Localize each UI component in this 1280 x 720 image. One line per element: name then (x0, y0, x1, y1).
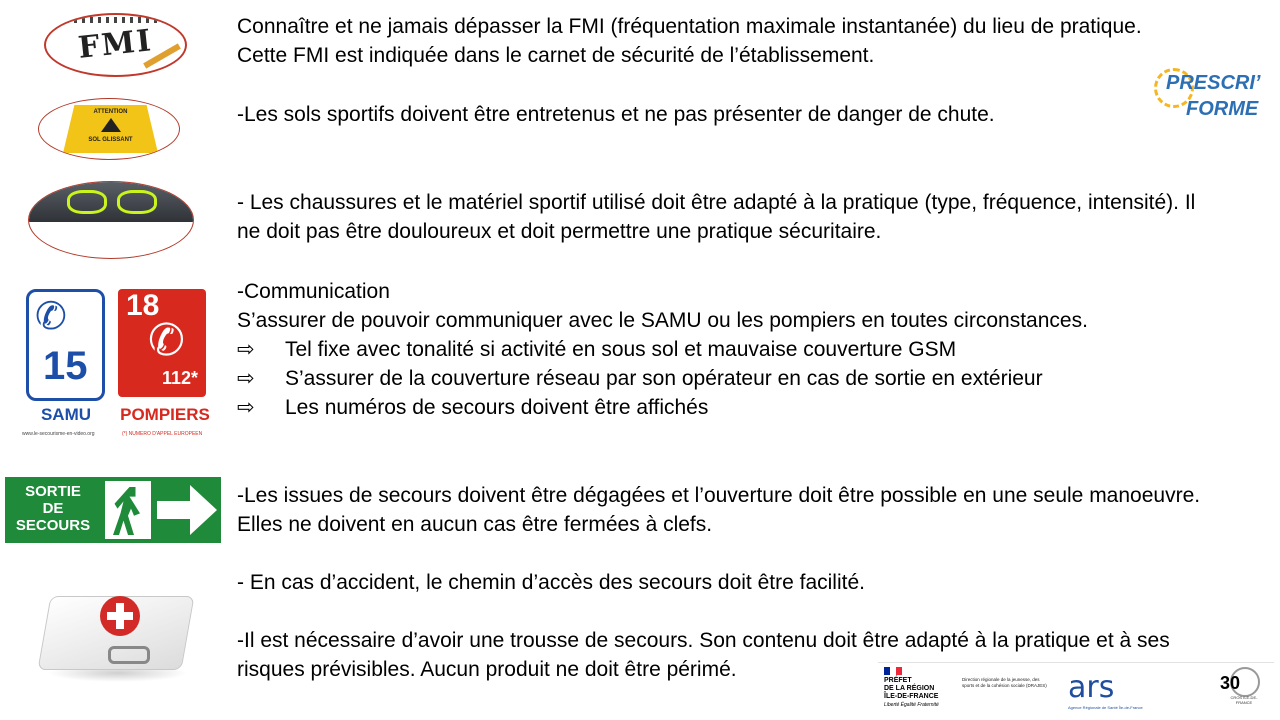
accident-paragraph: - En cas d’accident, le chemin d’accès des secours doit être facilité. (237, 571, 865, 594)
medical-cross-icon (100, 596, 140, 636)
bullet-text: S’assurer de la couverture réseau par son opérateur en cas de sortie en extérieur (285, 367, 1043, 390)
pompiers-label: POMPIERS (120, 405, 210, 424)
samu-credit: www.le-secourisme-en-video.org (22, 431, 95, 437)
phone-handset-icon: ✆ (148, 316, 185, 365)
floor-sign-bottom-text: SOL GLISSANT (88, 137, 133, 143)
footer-logos-strip (878, 662, 1274, 717)
ars-sub: Agence Régionale de Santé Île-de-France (1068, 705, 1143, 710)
emergency-numbers-image (18, 283, 226, 445)
communication-title: -Communication (237, 280, 390, 303)
exit-arrow-icon (157, 485, 217, 535)
slippery-floor-sign-image (38, 98, 180, 160)
bullet-couverture (237, 364, 1043, 393)
arrow-icon: ⇨ (237, 367, 255, 390)
prefet-line-2: DE LA RÉGION (884, 685, 935, 692)
prefet-block (884, 677, 939, 709)
bullet-tel-fixe (237, 335, 956, 364)
ars-logo: ars (1068, 670, 1115, 705)
prefet-flag-icon (884, 667, 902, 675)
prescri-text: PRESCRI’ (1166, 72, 1261, 94)
prefet-motto: Liberté Égalité Fraternité (884, 702, 939, 708)
fmi-paragraph: Connaître et ne jamais dépasser la FMI (fréquentation maximale instantanée) du lieu de pratique. Cette FMI est indiquée dans le carnet de sécurité de l’établissement. (237, 15, 1142, 67)
first-aid-kit-image (34, 578, 194, 688)
pompiers-panel (118, 289, 206, 397)
samu-label: SAMU (40, 405, 92, 424)
sport-shoes-image (28, 181, 194, 259)
prefet-line-1: PRÉFET (884, 677, 912, 684)
shoelace-right (117, 190, 157, 214)
drajes-text: Direction régionale de la jeunesse, des sports et de la cohésion sociale (DRAJES) (962, 677, 1047, 688)
warning-triangle-icon (101, 118, 121, 132)
shoes-photo (29, 182, 193, 222)
arrow-icon: ⇨ (237, 396, 255, 419)
bullet-text: Les numéros de secours doivent être affichés (285, 396, 709, 419)
fmi-stamp-text: FMI (76, 23, 155, 66)
issues-paragraph: -Les issues de secours doivent être dégagées et l’ouverture doit être possible en une seule manoeuvre. Elles ne doivent en aucun cas être fermées à clefs. (237, 484, 1201, 536)
emergency-exit-sign (5, 477, 221, 543)
bullet-numeros (237, 393, 708, 422)
pompiers-note: (*) NUMERO D'APPEL EUROPEEN (122, 431, 203, 437)
bullet-text: Tel fixe avec tonalité si activité en sous sol et mauvaise couverture GSM (285, 338, 957, 361)
trousse-paragraph: -Il est nécessaire d’avoir une trousse de secours. Son contenu doit être adapté à la pratique et à ses risques prévisibles. Aucun produit ne doit être périmé. (237, 629, 1170, 681)
kit-handle (108, 646, 150, 664)
exit-line-3: SECOURS (15, 517, 91, 534)
samu-number: 15 (43, 344, 88, 388)
pompiers-number-top: 18 (126, 289, 160, 322)
exit-text-block (9, 483, 97, 534)
running-man-icon (105, 481, 151, 539)
forme-text: FORME (1186, 98, 1259, 120)
exit-line-1: SORTIE (25, 483, 81, 500)
page-number: 30 (1220, 673, 1241, 693)
shoelace-left (67, 190, 107, 214)
fmi-stamp-image (44, 13, 187, 77)
chaussures-paragraph: - Les chaussures et le matériel sportif utilisé doit être adapté à la pratique (type, fréquence, intensité). Il ne doit pas être douloureux et doit permettre une pratique sécuritaire. (237, 191, 1196, 243)
pompiers-number-bottom: 112* (162, 368, 199, 388)
floor-sign-top-text: ATTENTION (93, 109, 128, 115)
arrow-icon: ⇨ (237, 338, 255, 361)
cnosf-text: CROS ILE-DE-FRANCE (1230, 695, 1258, 705)
prescriforme-logo (1152, 60, 1270, 128)
phone-icon: ✆ (35, 296, 67, 338)
exit-line-2: DE (42, 500, 64, 517)
prefet-line-3: ÎLE-DE-FRANCE (884, 693, 939, 700)
communication-intro: S’assurer de pouvoir communiquer avec le SAMU ou les pompiers en toutes circonstances. (237, 309, 1088, 332)
samu-panel (26, 289, 105, 401)
sols-paragraph: -Les sols sportifs doivent être entretenus et ne pas présenter de danger de chute. (237, 103, 995, 126)
